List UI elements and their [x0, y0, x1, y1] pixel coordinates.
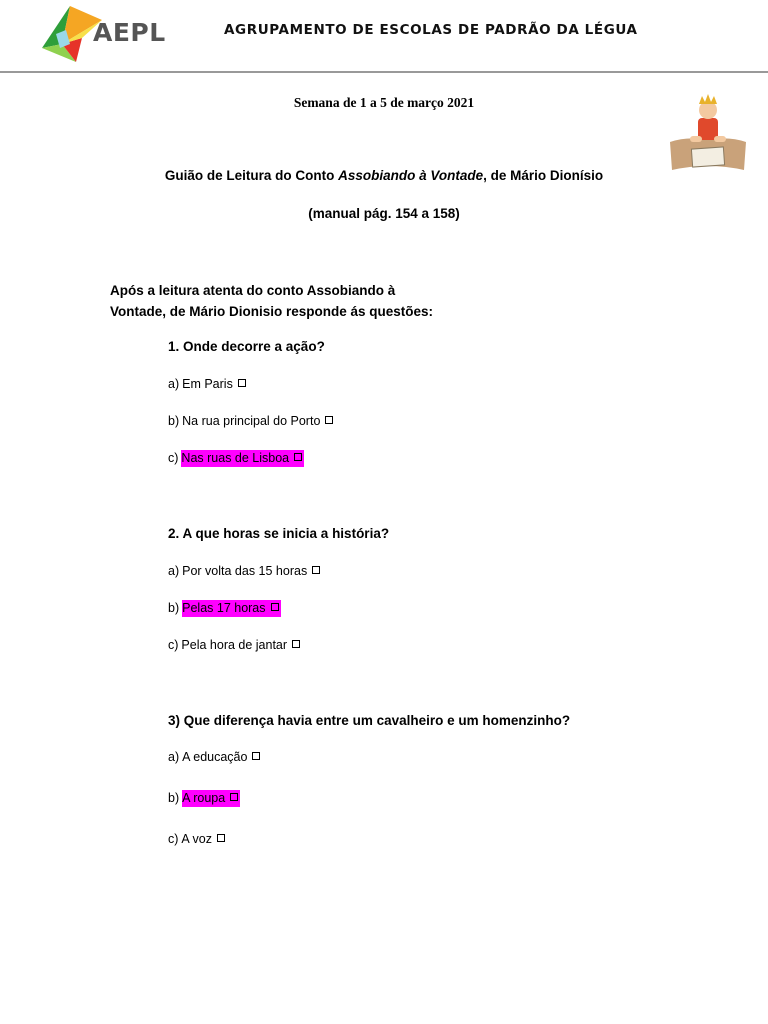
option-letter: a) [168, 750, 180, 764]
option-letter: b) [168, 791, 180, 805]
question-1-option-b[interactable] [168, 414, 333, 428]
question-2-option-a[interactable] [168, 564, 320, 578]
question-1-option-c[interactable] [168, 451, 304, 465]
option-text: Nas ruas de Lisboa [181, 451, 290, 465]
option-letter: c) [168, 832, 179, 846]
checkbox-icon[interactable] [325, 416, 333, 424]
checkbox-icon[interactable] [271, 603, 279, 611]
child-reading-illustration-icon [668, 92, 748, 174]
option-letter: a) [168, 377, 180, 391]
option-text: Em Paris [182, 377, 233, 391]
title-prefix: Guião de Leitura do Conto [164, 168, 339, 183]
question-3-option-b[interactable] [168, 791, 240, 805]
question-2-option-c[interactable] [168, 638, 300, 652]
week-heading: Semana de 1 a 5 de março 2021 [293, 95, 475, 110]
question-1-option-a[interactable] [168, 377, 246, 391]
intro-line-2: Vontade, de Mário Dionisio responde ás questões: [110, 304, 434, 319]
highlighted-answer [182, 790, 240, 807]
option-text: A educação [182, 750, 248, 764]
checkbox-icon[interactable] [252, 752, 260, 760]
title-work: Assobiando à Vontade [338, 168, 484, 183]
question-2-option-b[interactable] [168, 601, 281, 615]
option-text: Na rua principal do Porto [182, 414, 321, 428]
question-3: 3) Que diferença havia entre um cavalheiro e um homenzinho? [168, 713, 571, 728]
option-text: Pela hora de jantar [181, 638, 288, 652]
option-text: A roupa [182, 791, 226, 805]
option-letter: c) [168, 451, 179, 465]
checkbox-icon[interactable] [292, 640, 300, 648]
question-3-option-a[interactable] [168, 750, 260, 764]
option-text: Por volta das 15 horas [182, 564, 308, 578]
checkbox-icon[interactable] [217, 834, 225, 842]
option-letter: c) [168, 638, 179, 652]
option-text: A voz [181, 832, 212, 846]
option-letter: a) [168, 564, 180, 578]
option-letter: b) [168, 414, 180, 428]
highlighted-answer [182, 600, 280, 617]
option-letter: b) [168, 601, 180, 615]
header-divider [0, 71, 768, 73]
logo-text: AEPL [93, 18, 166, 47]
checkbox-icon[interactable] [294, 453, 302, 461]
intro-text [110, 280, 470, 322]
option-text: Pelas 17 horas [182, 601, 266, 615]
checkbox-icon[interactable] [238, 379, 246, 387]
question-2: 2. A que horas se inicia a história? [168, 526, 390, 541]
checkbox-icon[interactable] [312, 566, 320, 574]
page-header [0, 0, 768, 72]
question-3-option-c[interactable] [168, 832, 225, 846]
school-name: AGRUPAMENTO DE ESCOLAS DE PADRÃO DA LÉGUA [224, 22, 638, 38]
intro-line-1: Após a leitura atenta do conto Assobiando à [110, 283, 396, 298]
title-suffix: , de Mário Dionísio [483, 168, 604, 183]
manual-reference: (manual pág. 154 a 158) [308, 206, 460, 221]
highlighted-answer [181, 450, 304, 467]
question-1: 1. Onde decorre a ação? [168, 339, 325, 354]
checkbox-icon[interactable] [230, 793, 238, 801]
document-title [0, 168, 768, 183]
